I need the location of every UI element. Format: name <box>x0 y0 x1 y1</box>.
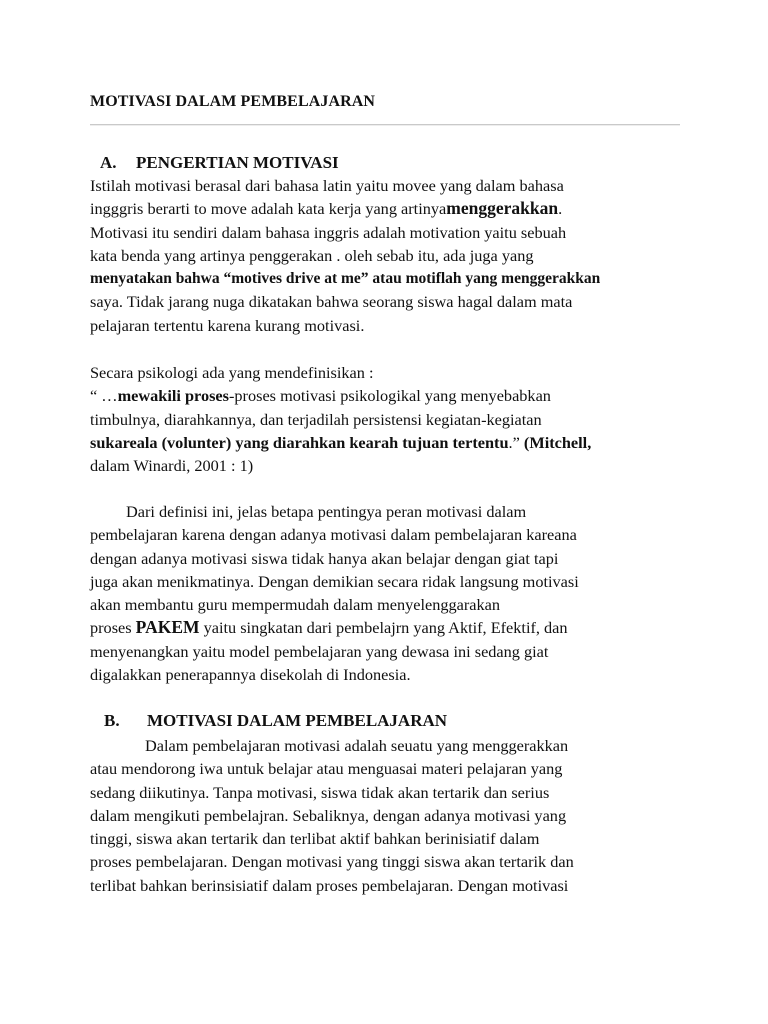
text-run: “ … <box>90 386 118 406</box>
section-b-number: B. <box>104 711 120 730</box>
bold-term-mewakili-proses: mewakili proses <box>117 386 229 406</box>
section-a-paragraph-1 <box>90 174 690 337</box>
bold-quote-line: menyatakan bahwa “motives drive at me” atau motiflah yang menggerakkan <box>90 270 601 288</box>
section-a-heading <box>100 153 339 173</box>
text-line: dalam Winardi, 2001 : 1) <box>90 456 254 476</box>
text-line: Secara psikologi ada yang mendefinisikan : <box>90 363 374 382</box>
text-line: terlibat bahkan berinsisiatif dalam proses pembelajaran. Dengan motivasi <box>90 875 569 895</box>
bold-definition: sukareala (volunter) yang diarahkan kearah tujuan tertentu <box>90 432 509 452</box>
text-line: Motivasi itu sendiri dalam bahasa inggris adalah motivation yaitu sebuah <box>90 222 567 242</box>
document-title: MOTIVASI DALAM PEMBELAJARAN <box>90 93 376 110</box>
text-line: pembelajaran karena dengan adanya motivasi dalam pembelajaran kareana <box>90 525 577 545</box>
text-line: dengan adanya motivasi siswa tidak hanya akan belajar dengan giat tapi <box>90 548 559 568</box>
text-line: digalakkan penerapannya disekolah di Indonesia. <box>90 665 411 685</box>
text-run: . <box>558 199 563 219</box>
text-run: proses <box>90 618 136 638</box>
text-run: .” <box>508 432 524 452</box>
section-b-title: MOTIVASI DALAM PEMBELAJARAN <box>147 711 448 730</box>
text-line: pelajaran tertentu karena kurang motivasi. <box>90 315 365 335</box>
section-b-heading <box>104 711 447 731</box>
text-line: menyenangkan yaitu model pembelajaran yang dewasa ini sedang giat <box>90 641 549 661</box>
text-line: akan membantu guru mempermudah dalam menyelenggarakan <box>90 595 501 615</box>
text-line: proses pembelajaran. Dengan motivasi yang tinggi siswa akan tertarik dan <box>90 852 574 872</box>
text-run: yaitu singkatan dari pembelajrn yang Aktif, Efektif, dan <box>199 618 568 638</box>
text-line: kata benda yang artinya penggerakan . oleh sebab itu, ada juga yang <box>90 245 534 265</box>
text-run: -proses motivasi psikologikal yang menyebabkan <box>229 386 551 406</box>
text-line: timbulnya, diarahkannya, dan terjadilah persistensi kegiatan-kegiatan <box>90 409 542 429</box>
bold-term-pakem: PAKEM <box>135 617 200 638</box>
text-line: sedang diikutinya. Tanpa motivasi, siswa tidak akan tertarik dan serius <box>90 782 550 802</box>
text-line: Istilah motivasi berasal dari bahasa latin yaitu movee yang dalam bahasa <box>90 176 564 195</box>
section-b-paragraph-1 <box>90 734 690 897</box>
citation-author: (Mitchell, <box>523 432 592 452</box>
section-a-paragraph-3 <box>90 500 690 686</box>
text-line <box>90 197 690 220</box>
text-line: tinggi, siswa akan tertarik dan terlibat aktif bahkan berinisiatif dalam <box>90 829 540 849</box>
section-a-title: PENGERTIAN MOTIVASI <box>136 153 339 172</box>
text-run: ingggris berarti to move adalah kata kerja yang artinya <box>90 199 447 219</box>
text-line <box>90 616 690 639</box>
text-line: dalam mengikuti pembelajran. Sebaliknya, dengan adanya motivasi yang <box>90 805 567 825</box>
text-line <box>90 384 690 407</box>
text-line: atau mendorong iwa untuk belajar atau menguasai materi pelajaran yang <box>90 759 563 779</box>
text-line <box>90 431 690 454</box>
text-line: saya. Tidak jarang nuga dikatakan bahwa seorang siswa hagal dalam mata <box>90 292 573 312</box>
title-divider <box>90 124 680 126</box>
text-line: Dari definisi ini, jelas betapa pentingya peran motivasi dalam <box>126 502 527 521</box>
bold-term-menggerakkan: menggerakkan <box>446 198 559 219</box>
text-line: juga akan menikmatinya. Dengan demikian secara ridak langsung motivasi <box>90 571 579 591</box>
section-a-paragraph-2 <box>90 361 690 477</box>
text-line: Dalam pembelajaran motivasi adalah seuatu yang menggerakkan <box>145 736 569 755</box>
section-a-number: A. <box>100 153 117 172</box>
